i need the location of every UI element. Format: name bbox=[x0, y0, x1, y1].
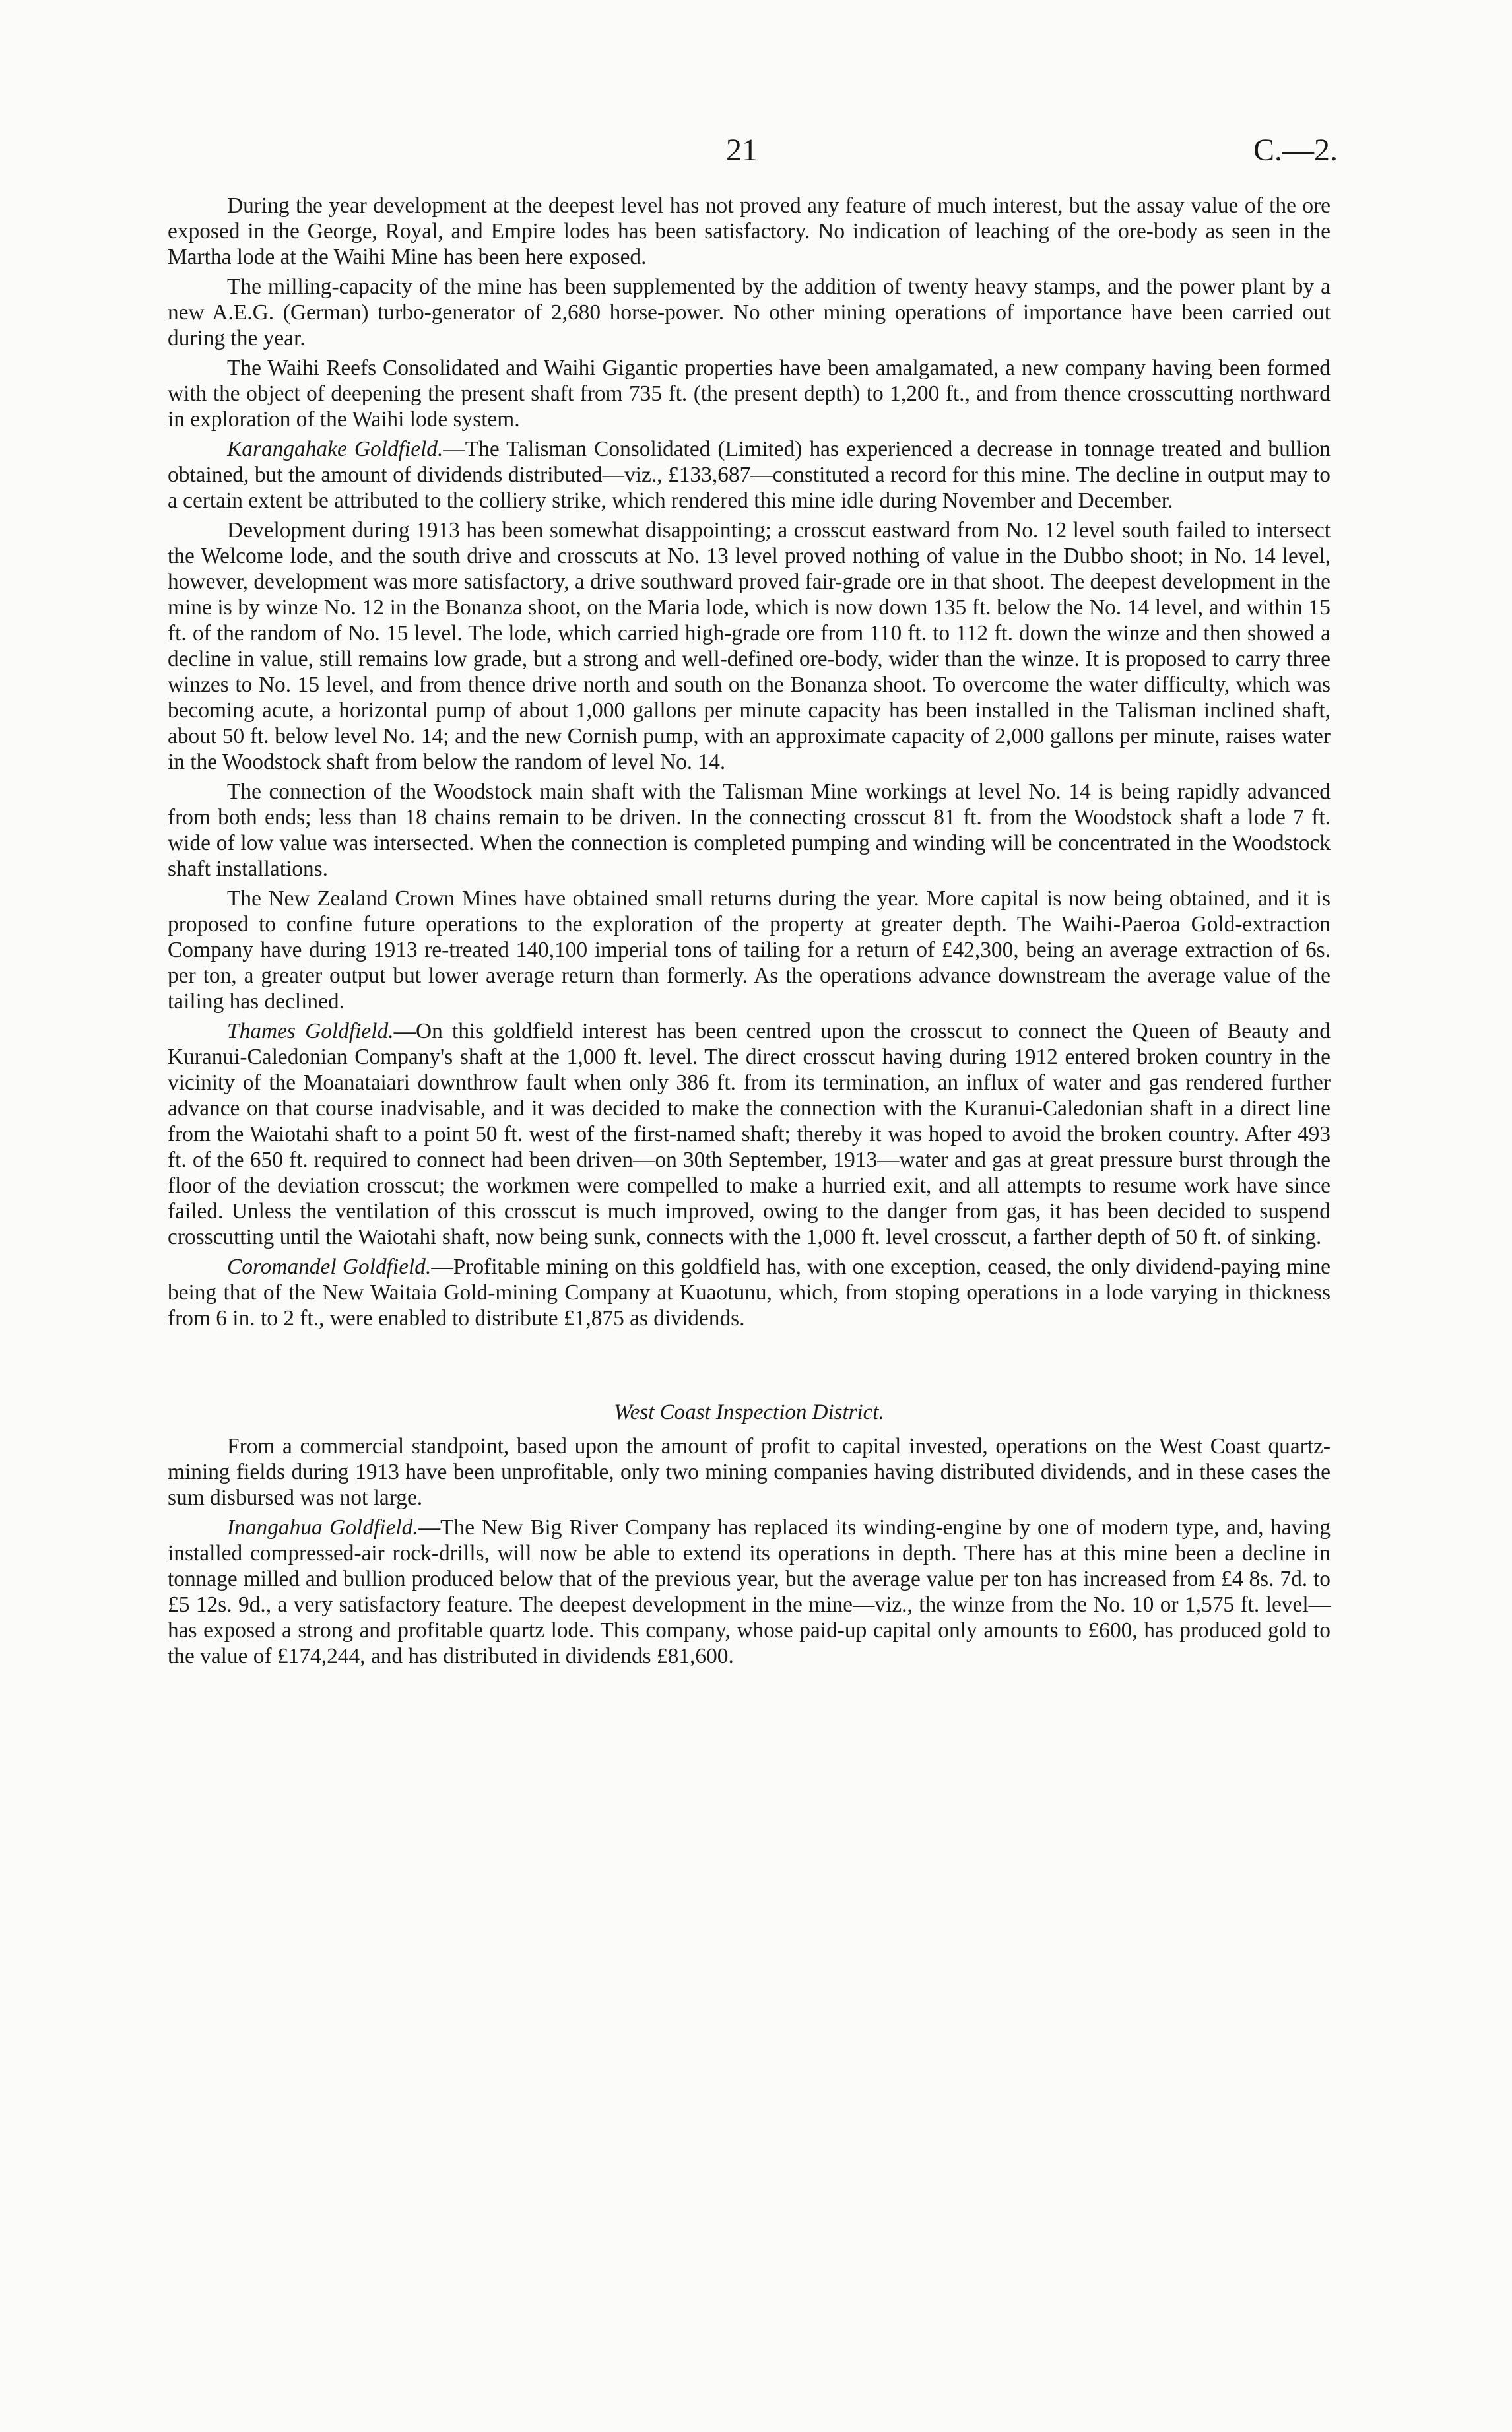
paragraph-lead: Karangahake Goldfield. bbox=[227, 437, 444, 461]
paragraph bbox=[168, 886, 1331, 1014]
report-body bbox=[168, 193, 1331, 1673]
paragraph bbox=[168, 517, 1331, 775]
paragraph bbox=[168, 1254, 1331, 1331]
paragraph-text: The connection of the Woodstock main shaft with the Talisman Mine workings at level No. 14 is being rapidly advanced from both ends; less than 18 chains remain to be driven. In the connecting crosscut 81 ft. from the Woodstock shaft a lode 7 ft. wide of low value was intersected. When the connection is completed pumping and winding will be concentrated in the Woodstock shaft installations. bbox=[168, 779, 1331, 881]
paragraph bbox=[168, 1018, 1331, 1250]
paragraph bbox=[168, 1515, 1331, 1669]
paragraph bbox=[168, 193, 1331, 270]
paragraph bbox=[168, 436, 1331, 513]
paragraph bbox=[168, 355, 1331, 432]
paragraph-text: The Waihi Reefs Consolidated and Waihi Gigantic properties have been amalgamated, a new company having been formed with the object of deepening the present shaft from 735 ft. (the present depth) to 1,200 ft., and from thence crosscutting northward in exploration of the Waihi lode system. bbox=[168, 356, 1331, 432]
paragraph-text: During the year development at the deepest level has not proved any feature of much interest, but the assay value of the ore exposed in the George, Royal, and Empire lodes has been satisfactory. No indication of leaching of the ore-body as seen in the Martha lode at the Waihi Mine has been here exposed. bbox=[168, 193, 1331, 269]
paragraph-text: —The Talisman Consolidated (Limited) has experienced a decrease in tonnage treated and bullion obtained, but the amount of dividends distributed—viz., £133,687—constituted a record for this mine. The decline in output may to a certain extent be attributed to the colliery strike, which rendered this mine idle during November and December. bbox=[168, 437, 1331, 513]
paragraph-text: —The New Big River Company has replaced its winding-engine by one of modern type, and, having installed compressed-air rock-drills, will now be able to extend its operations in depth. There has at this mine been a decline in tonnage milled and bullion produced below that of the previous year, but the average value per ton has increased from £4 8s. 7d. to £5 12s. 9d., a very satisfactory feature. The deepest development in the mine—viz., the winze from the No. 10 or 1,575 ft. level—has exposed a strong and profitable quartz lode. This company, whose paid-up capital only amounts to £600, has produced gold to the value of £174,244, and has distributed in dividends £81,600. bbox=[168, 1515, 1331, 1668]
page-number: 21 bbox=[726, 133, 758, 168]
paragraphs-top bbox=[168, 193, 1331, 1331]
paragraph-text: The New Zealand Crown Mines have obtained small returns during the year. More capital is now being obtained, and it is proposed to confine future operations to the exploration of the property at greater depth. The Waihi-Paeroa Gold-extraction Company have during 1913 re-treated 140,100 imperial tons of tailing for a return of £42,300, being an average extraction of 6s. per ton, a greater output but lower average return than formerly. As the operations advance downstream the average value of the tailing has declined. bbox=[168, 886, 1331, 1014]
paragraph-text: Development during 1913 has been somewhat disappointing; a crosscut eastward from No. 12 level south failed to intersect the Welcome lode, and the south drive and crosscuts at No. 13 level proved nothing of value in the Dubbo shoot; in No. 14 level, however, development was more satisfactory, a drive southward proved fair-grade ore in that shoot. The deepest development in the mine is by winze No. 12 in the Bonanza shoot, on the Maria lode, which is now down 135 ft. below the No. 14 level, and within 15 ft. of the random of No. 15 level. The lode, which carried high-grade ore from 110 ft. to 112 ft. down the winze and then showed a decline in value, still remains low grade, but a strong and well-defined ore-body, wider than the winze. It is proposed to carry three winzes to No. 15 level, and from thence drive north and south on the Bonanza shoot. To overcome the water difficulty, which was becoming acute, a horizontal pump of about 1,000 gallons per minute capacity has been installed in the Talisman inclined shaft, about 50 ft. below level No. 14; and the new Cornish pump, with an approximate capacity of 2,000 gallons per minute, raises water in the Woodstock shaft from below the random of level No. 14. bbox=[168, 518, 1331, 774]
paragraph-lead: Coromandel Goldfield. bbox=[227, 1255, 432, 1279]
paragraphs-bottom bbox=[168, 1433, 1331, 1669]
paragraph-text: —Profitable mining on this goldfield has, with one exception, ceased, the only dividend-paying mine being that of the New Waitaia Gold-mining Company at Kuaotunu, which, from stoping operations in a lode varying in thickness from 6 in. to 2 ft., were enabled to distribute £1,875 as dividends. bbox=[168, 1255, 1331, 1331]
paragraph-lead: Thames Goldfield. bbox=[227, 1019, 394, 1043]
paragraph-text: —On this goldfield interest has been centred upon the crosscut to connect the Queen of Beauty and Kuranui-Caledonian Company's shaft at the 1,000 ft. level. The direct crosscut having during 1912 entered broken country in the vicinity of the Moanataiari downthrow fault when only 386 ft. from its termination, an influx of water and gas rendered further advance on that course inadvisable, and it was decided to make the connection with the Kuranui-Caledonian shaft in a direct line from the Waiotahi shaft to a point 50 ft. west of the first-named shaft; thereby it was hoped to avoid the broken country. After 493 ft. of the 650 ft. required to connect had been driven—on 30th September, 1913—water and gas at great pressure burst through the floor of the deviation crosscut; the workmen were compelled to make a hurried exit, and all attempts to resume work have since failed. Unless the ventilation of this crosscut is much improved, owing to the danger from gas, it has been decided to suspend crosscutting until the Waiotahi shaft, now being sunk, connects with the 1,000 ft. level crosscut, a farther depth of 50 ft. of sinking. bbox=[168, 1019, 1331, 1249]
paragraph-lead: Inangahua Goldfield. bbox=[227, 1515, 418, 1540]
paragraph-text: From a commercial standpoint, based upon the amount of profit to capital invested, operations on the West Coast quartz-mining fields during 1913 have been unprofitable, only two mining companies having distributed dividends, and in these cases the sum disbursed was not large. bbox=[168, 1434, 1331, 1510]
paragraph bbox=[168, 274, 1331, 351]
paragraph bbox=[168, 779, 1331, 882]
paragraph bbox=[168, 1433, 1331, 1511]
paragraph-text: The milling-capacity of the mine has been supplemented by the addition of twenty heavy stamps, and the power plant by a new A.E.G. (German) turbo-generator of 2,680 horse-power. No other mining operations of importance have been carried out during the year. bbox=[168, 275, 1331, 350]
page-header bbox=[0, 132, 1512, 178]
document-reference: C.—2. bbox=[1253, 133, 1338, 168]
section-heading: West Coast Inspection District. bbox=[614, 1400, 884, 1424]
